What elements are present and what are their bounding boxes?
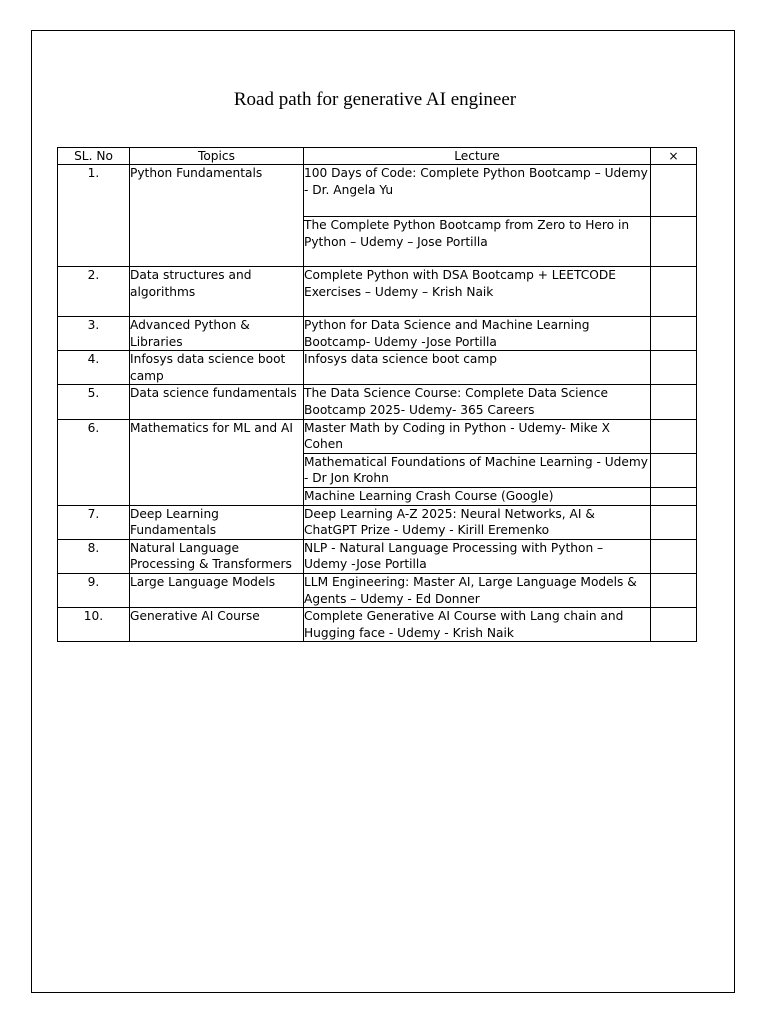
table-row: [58, 573, 697, 607]
row-sl-no: 4.: [58, 351, 130, 385]
row-lecture: Infosys data science boot camp: [304, 351, 651, 385]
table-header-row: [58, 148, 697, 165]
table-row: [58, 317, 697, 351]
row-extra-cell: [651, 573, 697, 607]
row-lecture: Machine Learning Crash Course (Google): [304, 487, 651, 505]
header-sl-no: SL. No: [58, 148, 130, 165]
row-extra-cell: [651, 608, 697, 642]
table-row: [58, 539, 697, 573]
document-title: Road path for generative AI engineer: [233, 89, 517, 110]
row-lecture: Deep Learning A-Z 2025: Neural Networks, AI & ChatGPT Prize - Udemy - Kirill Eremenko: [304, 505, 651, 539]
row-lecture: The Complete Python Bootcamp from Zero to Hero in Python – Udemy – Jose Portilla: [304, 217, 651, 267]
row-extra-cell: [651, 165, 697, 217]
header-topics: Topics: [130, 148, 304, 165]
row-topic: Natural Language Processing & Transformers: [130, 539, 304, 573]
row-topic: Large Language Models: [130, 573, 304, 607]
header-lecture: Lecture: [304, 148, 651, 165]
row-topic: Python Fundamentals: [130, 165, 304, 267]
row-lecture: NLP - Natural Language Processing with Python – Udemy -Jose Portilla: [304, 539, 651, 573]
row-sl-no: 9.: [58, 573, 130, 607]
row-lecture: Complete Generative AI Course with Lang chain and Hugging face - Udemy - Krish Naik: [304, 608, 651, 642]
row-lecture: Mathematical Foundations of Machine Learning - Udemy - Dr Jon Krohn: [304, 453, 651, 487]
row-extra-cell: [651, 419, 697, 453]
row-topic: Infosys data science boot camp: [130, 351, 304, 385]
row-sl-no: 3.: [58, 317, 130, 351]
row-sl-no: 1.: [58, 165, 130, 267]
row-lecture: 100 Days of Code: Complete Python Bootcamp – Udemy - Dr. Angela Yu: [304, 165, 651, 217]
row-lecture: Master Math by Coding in Python - Udemy- Mike X Cohen: [304, 419, 651, 453]
table-row: [58, 165, 697, 217]
header-extra: ×: [651, 148, 697, 165]
table-row: [58, 351, 697, 385]
row-sl-no: 5.: [58, 385, 130, 419]
row-extra-cell: [651, 385, 697, 419]
table-row: [58, 608, 697, 642]
table-row: [58, 505, 697, 539]
row-lecture: LLM Engineering: Master AI, Large Language Models & Agents – Udemy - Ed Donner: [304, 573, 651, 607]
row-topic: Deep Learning Fundamentals: [130, 505, 304, 539]
row-lecture: Complete Python with DSA Bootcamp + LEETCODE Exercises – Udemy – Krish Naik: [304, 267, 651, 317]
row-sl-no: 8.: [58, 539, 130, 573]
row-extra-cell: [651, 351, 697, 385]
row-extra-cell: [651, 217, 697, 267]
row-sl-no: 7.: [58, 505, 130, 539]
row-extra-cell: [651, 505, 697, 539]
row-extra-cell: [651, 487, 697, 505]
table-row: [58, 419, 697, 453]
row-sl-no: 2.: [58, 267, 130, 317]
table-row: [58, 267, 697, 317]
row-sl-no: 6.: [58, 419, 130, 505]
row-topic: Advanced Python & Libraries: [130, 317, 304, 351]
row-extra-cell: [651, 267, 697, 317]
row-extra-cell: [651, 453, 697, 487]
row-lecture: Python for Data Science and Machine Learning Bootcamp- Udemy -Jose Portilla: [304, 317, 651, 351]
row-sl-no: 10.: [58, 608, 130, 642]
row-topic: Data structures and algorithms: [130, 267, 304, 317]
row-lecture: The Data Science Course: Complete Data Science Bootcamp 2025- Udemy- 365 Careers: [304, 385, 651, 419]
row-extra-cell: [651, 317, 697, 351]
row-extra-cell: [651, 539, 697, 573]
row-topic: Mathematics for ML and AI: [130, 419, 304, 505]
roadmap-table: [57, 147, 697, 642]
row-topic: Data science fundamentals: [130, 385, 304, 419]
row-topic: Generative AI Course: [130, 608, 304, 642]
table-row: [58, 385, 697, 419]
